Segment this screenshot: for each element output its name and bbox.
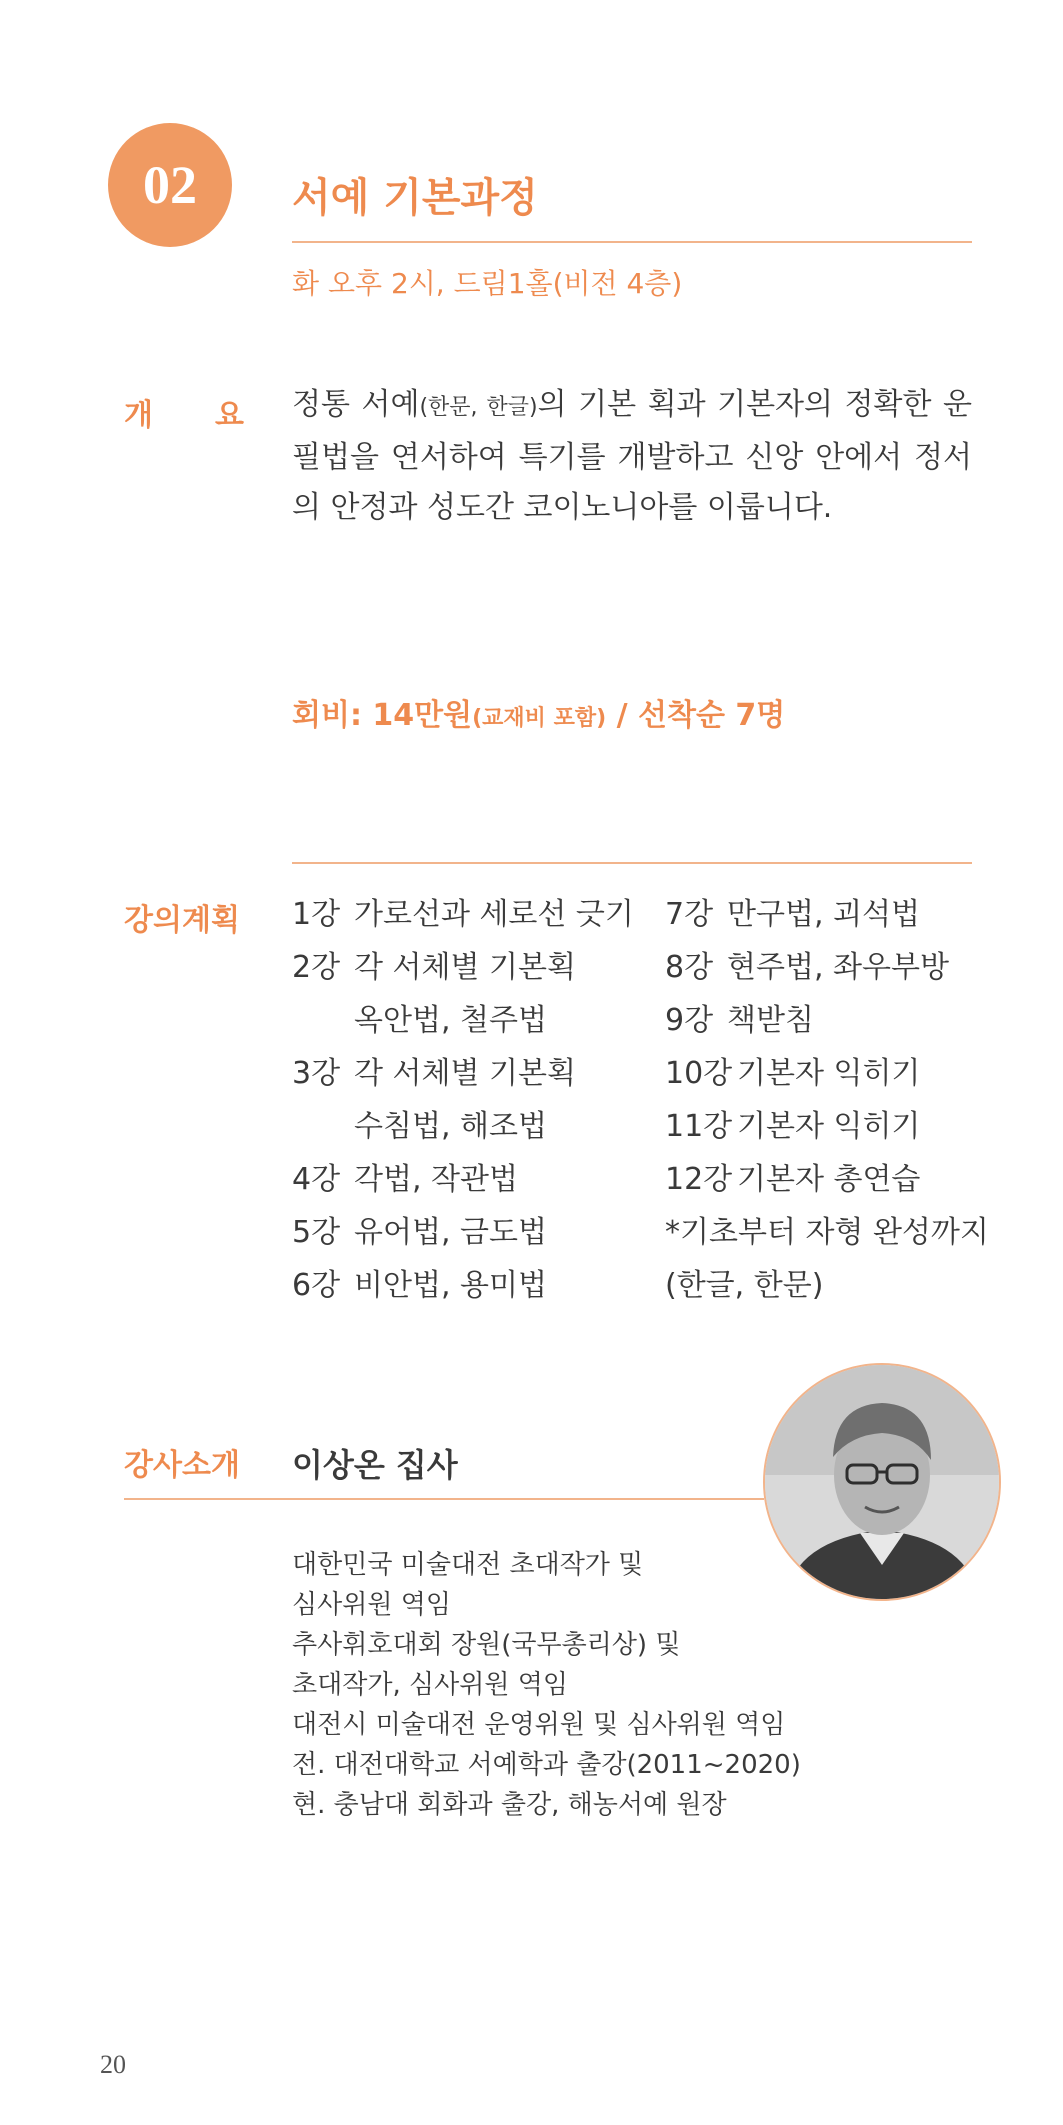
lesson-item: [665, 1206, 1005, 1259]
lesson-text: 책받침: [727, 1003, 814, 1038]
lesson-text: 수침법, 해조법: [354, 1109, 547, 1144]
course-title: 서예 기본과정: [292, 175, 538, 221]
overview-text-paren: (한문, 한글): [419, 395, 538, 420]
lesson-text: 비안법, 용미법: [354, 1268, 547, 1303]
overview-label: [124, 390, 244, 434]
lesson-text: 옥안법, 철주법: [354, 1003, 547, 1038]
lesson-text: 기본자 익히기: [737, 1109, 921, 1144]
lesson-text: 현주법, 좌우부방: [727, 950, 949, 985]
lesson-number: 3강: [292, 1056, 341, 1091]
lesson-item: [665, 1100, 1005, 1153]
lesson-text: 기본자 익히기: [737, 1056, 921, 1091]
lesson-text: 기본자 총연습: [737, 1162, 921, 1197]
instructor-label: 강사소개: [124, 1448, 240, 1483]
lesson-number: 1강: [292, 897, 341, 932]
instructor-name: 이상온 집사: [292, 1446, 458, 1484]
lessons-right-column: [665, 888, 1005, 1312]
lesson-number: 2강: [292, 950, 341, 985]
lesson-item: [665, 888, 1005, 941]
lesson-item: [292, 941, 662, 994]
lesson-item: [292, 1100, 662, 1153]
bio-line: 전. 대전대학교 서예학과 출강(2011~2020): [292, 1750, 801, 1780]
lessons-label: 강의계획: [124, 903, 240, 938]
lesson-item: [665, 1047, 1005, 1100]
lesson-number: 12강: [665, 1162, 733, 1197]
lesson-item: [292, 888, 662, 941]
overview-label-part: 개: [124, 398, 153, 433]
fee-tail: / 선착순 7명: [606, 698, 786, 733]
lesson-number: [292, 1100, 354, 1153]
lesson-number: 5강: [292, 1215, 341, 1250]
lesson-number: 11강: [665, 1109, 733, 1144]
bio-line: 초대작가, 심사위원 역임: [292, 1670, 568, 1700]
lesson-text: 만구법, 괴석법: [727, 897, 920, 932]
overview-text-part: 의 기본 획과 기본자의 정확한 운필법을 연서하여 특기를 개발하고 신앙 안에서 정서의 안정과 성도간 코이노니아를 이룹니다.: [292, 387, 972, 525]
lesson-item: [665, 1153, 1005, 1206]
fee-paren: (교재비 포함): [472, 706, 607, 731]
lesson-text: (한글, 한문): [665, 1268, 824, 1303]
lesson-text: 각법, 작관법: [354, 1162, 518, 1197]
lessons-left-column: [292, 888, 662, 1312]
lesson-number: 8강: [665, 950, 714, 985]
lesson-item: [292, 1259, 662, 1312]
lesson-number: 9강: [665, 1003, 714, 1038]
bio-line: 심사위원 역임: [292, 1590, 451, 1620]
lesson-number: 6강: [292, 1268, 341, 1303]
fee-main: 회비: 14만원: [292, 698, 473, 733]
overview-text-part: 정통 서예: [292, 387, 420, 422]
course-schedule: 화 오후 2시, 드림1홀(비전 4층): [292, 267, 683, 300]
page-number: 20: [100, 2050, 126, 2079]
lesson-text: 각 서체별 기본획: [354, 1056, 576, 1091]
lesson-item: [292, 1206, 662, 1259]
lesson-text: *기초부터 자형 완성까지: [665, 1215, 989, 1250]
lesson-item: [665, 941, 1005, 994]
lesson-number: 10강: [665, 1056, 733, 1091]
lesson-number: [292, 994, 354, 1047]
lesson-item: [665, 994, 1005, 1047]
instructor-divider: [124, 1498, 764, 1500]
lesson-text: 각 서체별 기본획: [354, 950, 576, 985]
lesson-text: 유어법, 금도법: [354, 1215, 547, 1250]
section-number: 02: [143, 155, 197, 215]
bio-line: 대한민국 미술대전 초대작가 및: [292, 1550, 644, 1580]
bio-line: 대전시 미술대전 운영위원 및 심사위원 역임: [292, 1710, 786, 1740]
title-divider: [292, 241, 972, 243]
lesson-text: 가로선과 세로선 긋기: [354, 897, 634, 932]
lessons-divider: [292, 862, 972, 864]
bio-line: 추사휘호대회 장원(국무총리상) 및: [292, 1630, 681, 1660]
instructor-bio: [292, 1545, 801, 1825]
lesson-item: [665, 1259, 1005, 1312]
lesson-item: [292, 1153, 662, 1206]
section-number-badge: [108, 123, 232, 247]
lesson-number: 7강: [665, 897, 714, 932]
lesson-item: [292, 1047, 662, 1100]
lesson-item: [292, 994, 662, 1047]
lesson-number: 4강: [292, 1162, 341, 1197]
overview-text: [292, 380, 972, 533]
fee-info: [292, 690, 785, 734]
bio-line: 현. 충남대 회화과 출강, 해농서예 원장: [292, 1790, 727, 1820]
overview-label-part: 요: [215, 398, 244, 433]
